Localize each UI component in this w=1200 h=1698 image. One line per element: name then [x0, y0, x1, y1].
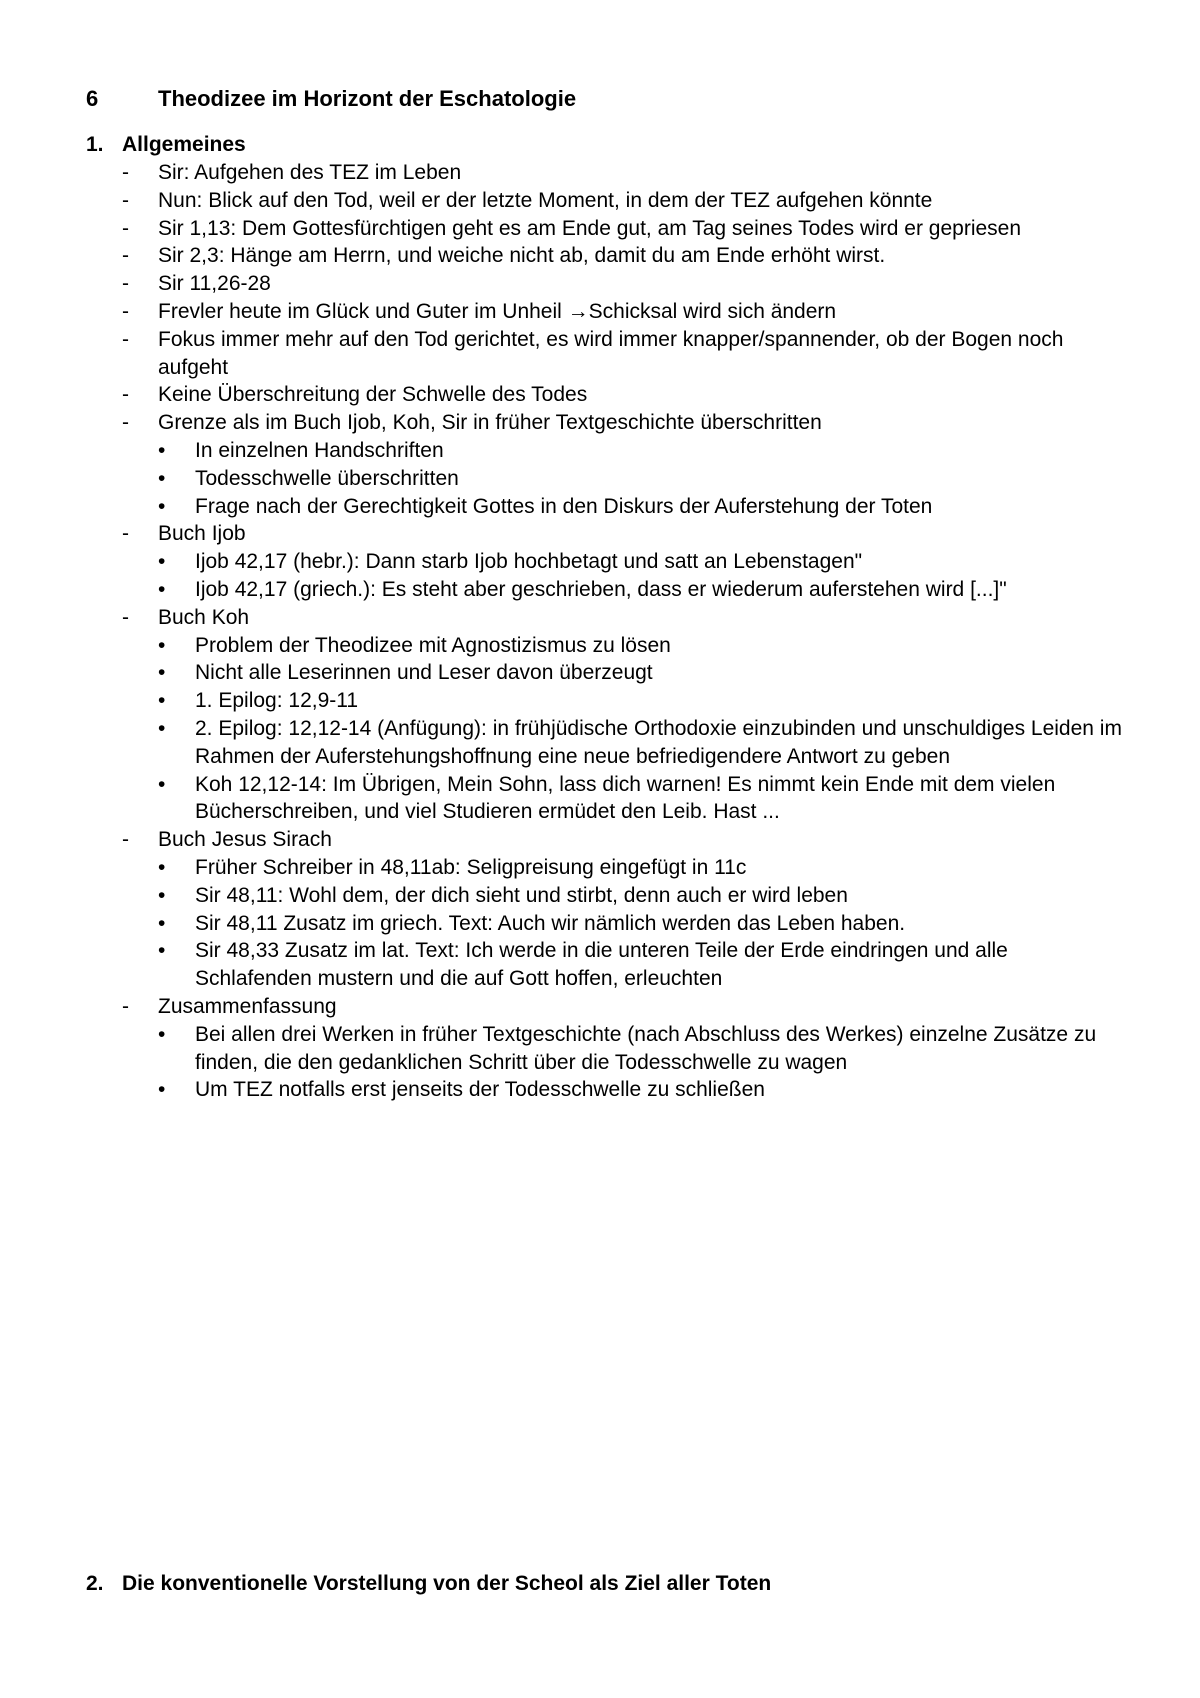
sub-list: [158, 548, 1122, 604]
list-item: [122, 215, 1122, 243]
chapter-number: 6: [86, 86, 99, 111]
section-title: Die konventionelle Vorstellung von der Scheol als Ziel aller Toten: [122, 1572, 772, 1595]
list-item-text: Sir 2,3: Hänge am Herrn, und weiche nicht ab, damit du am Ende erhöht wirst.: [158, 244, 886, 268]
sub-list-item: [158, 882, 1122, 910]
bullet-marker: •: [158, 550, 166, 574]
bullet-marker: •: [158, 772, 166, 796]
sub-list-item: [158, 576, 1122, 604]
sub-list-item-text: Nicht alle Leserinnen und Leser davon überzeugt: [195, 661, 653, 685]
list-item: [122, 159, 1122, 187]
dash-marker: -: [122, 383, 129, 407]
chapter-title: Theodizee im Horizont der Eschatologie: [158, 86, 577, 111]
sub-list-item-text: Sir 48,33 Zusatz im lat. Text: Ich werde in die unteren Teile der Erde eindringen und alle Schlafenden mustern und die auf Gott hoffen, erleuchten: [195, 939, 1008, 991]
sub-list-item: [158, 437, 1122, 465]
list-item-text: Buch Koh: [158, 605, 250, 629]
dash-marker: -: [122, 605, 129, 629]
bullet-marker: •: [158, 633, 166, 657]
list-item: [122, 993, 1122, 1104]
dash-marker: -: [122, 327, 129, 351]
list-item: [122, 187, 1122, 215]
dash-marker: -: [122, 244, 129, 268]
sub-list-item-text: Koh 12,12-14: Im Übrigen, Mein Sohn, lass dich warnen! Es nimmt kein Ende mit dem vielen Bücherschreiben, und viel Studieren ermüdet den Leib. Hast ...: [195, 772, 1056, 824]
list-item: [122, 604, 1122, 826]
section-title: Allgemeines: [122, 133, 246, 156]
bullet-marker: •: [158, 577, 166, 601]
list-item: [122, 826, 1122, 993]
list-item: [122, 298, 1122, 326]
list-item-text: Fokus immer mehr auf den Tod gerichtet, es wird immer knapper/spannender, ob der Bogen noch aufgeht: [158, 327, 1064, 379]
bullet-marker: •: [158, 911, 166, 935]
sub-list-item: [158, 632, 1122, 660]
list-item-text: Buch Ijob: [158, 522, 246, 546]
list-item-text: Keine Überschreitung der Schwelle des Todes: [158, 383, 588, 407]
list-item-text: Sir: Aufgehen des TEZ im Leben: [158, 161, 462, 184]
sub-list-item-text: Sir 48,11: Wohl dem, der dich sieht und stirbt, denn auch er wird leben: [195, 883, 848, 907]
list-item: [122, 381, 1122, 409]
list-item-text: Buch Jesus Sirach: [158, 828, 332, 852]
sub-list: [158, 854, 1122, 993]
dash-marker: -: [122, 411, 129, 435]
list-item-text: Zusammenfassung: [158, 994, 337, 1018]
section-heading-2: [86, 1570, 771, 1598]
sub-list-item-text: Früher Schreiber in 48,11ab: Seligpreisung eingefügt in 11c: [195, 855, 747, 879]
sub-list-item: [158, 910, 1122, 938]
bullet-marker: •: [158, 689, 166, 713]
sub-list-item-text: Ijob 42,17 (griech.): Es steht aber geschrieben, dass er wiederum auferstehen wird [...]": [195, 577, 1007, 601]
sub-list-item: [158, 771, 1122, 827]
bullet-marker: •: [158, 939, 166, 963]
list-item: [122, 409, 1122, 520]
sub-list-item: [158, 687, 1122, 715]
dash-marker: -: [122, 272, 129, 296]
sub-list: [158, 632, 1122, 827]
sub-list-item: [158, 937, 1122, 993]
section-1-list: [122, 159, 1122, 1104]
sub-list-item-text: Frage nach der Gerechtigkeit Gottes in den Diskurs der Auferstehung der Toten: [195, 494, 933, 518]
sub-list-item-text: Bei allen drei Werken in früher Textgeschichte (nach Abschluss des Werkes) einzelne Zusätze zu finden, die den gedanklichen Schritt über die Todesschwelle zu wagen: [195, 1022, 1097, 1074]
bullet-marker: •: [158, 494, 166, 518]
bullet-marker: •: [158, 883, 166, 907]
sub-list-item-text: Um TEZ notfalls erst jenseits der Todesschwelle zu schließen: [195, 1078, 765, 1102]
list-item: [122, 326, 1122, 382]
dash-marker: -: [122, 216, 129, 240]
dash-marker: -: [122, 994, 129, 1018]
list-item-text: Nun: Blick auf den Tod, weil er der letzte Moment, in dem der TEZ aufgehen könnte: [158, 188, 933, 212]
sub-list-item-text: Todesschwelle überschritten: [195, 466, 459, 490]
bullet-marker: •: [158, 438, 166, 462]
chapter-heading: [86, 84, 576, 114]
sub-list-item: [158, 493, 1122, 521]
dash-marker: -: [122, 828, 129, 852]
sub-list-item: [158, 1076, 1122, 1104]
dash-marker: -: [122, 299, 129, 323]
list-item: [122, 270, 1122, 298]
sub-list-item: [158, 548, 1122, 576]
sub-list-item: [158, 659, 1122, 687]
list-item-text: Frevler heute im Glück und Guter im Unheil →Schicksal wird sich ändern: [158, 299, 837, 323]
sub-list-item-text: In einzelnen Handschriften: [195, 438, 444, 462]
section-heading-1: [86, 131, 246, 159]
sub-list-item-text: 1. Epilog: 12,9-11: [195, 689, 359, 713]
list-item-text: Sir 1,13: Dem Gottesfürchtigen geht es am Ende gut, am Tag seines Todes wird er gepriesen: [158, 216, 1022, 240]
sub-list-item: [158, 854, 1122, 882]
list-item: [122, 520, 1122, 603]
sub-list-item-text: Problem der Theodizee mit Agnostizismus zu lösen: [195, 633, 671, 657]
sub-list: [158, 437, 1122, 520]
dash-marker: -: [122, 188, 129, 212]
sub-list-item: [158, 1021, 1122, 1077]
section-number: 2.: [86, 1572, 104, 1595]
bullet-marker: •: [158, 661, 166, 685]
bullet-marker: •: [158, 855, 166, 879]
list-item: [122, 242, 1122, 270]
bullet-marker: •: [158, 1078, 166, 1102]
sub-list-item: [158, 715, 1122, 771]
list-item-text: Sir 11,26-28: [158, 272, 271, 296]
sub-list-item-text: 2. Epilog: 12,12-14 (Anfügung): in frühjüdische Orthodoxie einzubinden und unschuldiges Leiden im Rahmen der Auferstehungshoffnung eine neue befriedigendere Antwort zu geben: [195, 716, 1122, 768]
sub-list-item-text: Ijob 42,17 (hebr.): Dann starb Ijob hochbetagt und satt an Lebenstagen": [195, 550, 863, 574]
section-number: 1.: [86, 133, 104, 156]
list-item-text: Grenze als im Buch Ijob, Koh, Sir in früher Textgeschichte überschritten: [158, 411, 822, 435]
dash-marker: -: [122, 522, 129, 546]
bullet-marker: •: [158, 716, 166, 740]
bullet-marker: •: [158, 466, 166, 490]
sub-list-item: [158, 465, 1122, 493]
dash-marker: -: [122, 161, 129, 184]
sub-list-item-text: Sir 48,11 Zusatz im griech. Text: Auch wir nämlich werden das Leben haben.: [195, 911, 906, 935]
bullet-marker: •: [158, 1022, 166, 1046]
sub-list: [158, 1021, 1122, 1104]
